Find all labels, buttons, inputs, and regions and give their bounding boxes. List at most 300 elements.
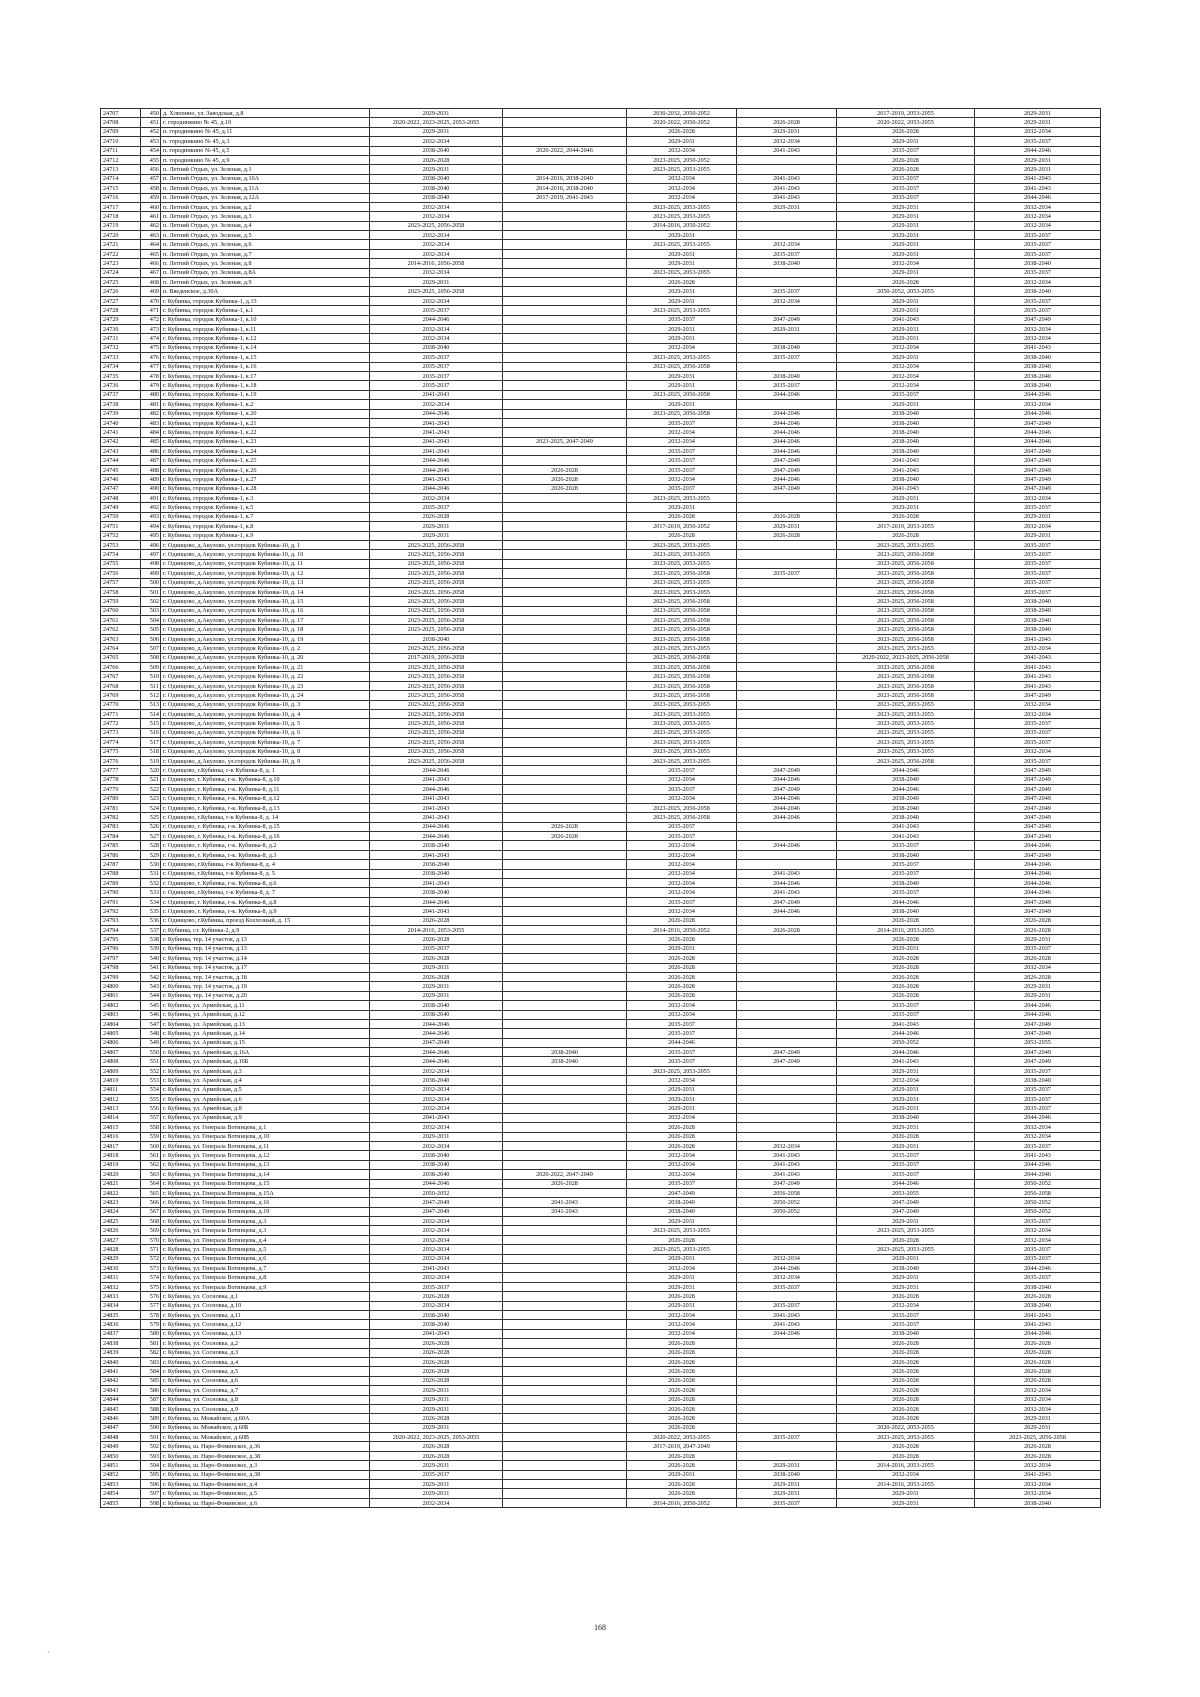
term-col-4-cell: 2035-2037 [737,1433,837,1442]
term-col-2-cell [503,935,627,944]
term-col-2-cell [503,1226,627,1235]
term-col-1-cell: 2041-2043 [370,447,503,456]
row-number-cell: 564 [141,1179,161,1188]
table-row [101,1320,1101,1329]
term-col-5-cell: 2026-2028 [837,1235,975,1244]
term-col-6-cell: 2047-2049 [975,785,1101,794]
record-id-cell: 24762 [101,625,141,634]
table-row [101,155,1101,164]
term-col-3-cell: 2035-2037 [627,1048,737,1057]
record-id-cell: 24755 [101,559,141,568]
row-number-cell: 481 [141,400,161,409]
record-id-cell: 24768 [101,681,141,690]
table-row [101,475,1101,484]
term-col-1-cell: 2023-2025, 2056-2058 [370,700,503,709]
term-col-1-cell: 2026-2028 [370,935,503,944]
term-col-6-cell: 2047-2049 [975,850,1101,859]
term-col-1-cell: 2032-2034 [370,231,503,240]
row-number-cell: 518 [141,747,161,756]
record-id-cell: 24794 [101,925,141,934]
term-col-1-cell: 2023-2025, 2056-2058 [370,540,503,549]
row-number-cell: 515 [141,719,161,728]
record-id-cell: 24798 [101,963,141,972]
term-col-6-cell: 2035-2037 [975,137,1101,146]
record-id-cell: 24735 [101,371,141,380]
table-row [101,1235,1101,1244]
term-col-6-cell: 2035-2037 [975,1245,1101,1254]
table-row [101,1104,1101,1113]
row-number-cell: 593 [141,1451,161,1460]
term-col-5-cell: 2026-2028 [837,991,975,1000]
table-row [101,550,1101,559]
row-number-cell: 545 [141,1001,161,1010]
term-col-4-cell [737,935,837,944]
term-col-4-cell [737,1451,837,1460]
term-col-4-cell [737,710,837,719]
address-cell: г. Кубинка, городок Кубинка-1, к.27 [161,475,370,484]
record-id-cell: 24732 [101,343,141,352]
term-col-2-cell [503,616,627,625]
term-col-6-cell: 2026-2028 [975,1357,1101,1366]
term-col-4-cell: 2032-2034 [737,1141,837,1150]
table-row [101,1357,1101,1366]
record-id-cell: 24738 [101,400,141,409]
record-id-cell: 24837 [101,1329,141,1338]
term-col-4-cell: 2041-2043 [737,869,837,878]
term-col-1-cell: 2029-2031 [370,522,503,531]
term-col-5-cell: 2041-2043 [837,484,975,493]
record-id-cell: 24780 [101,794,141,803]
term-col-3-cell: 2023-2025, 2053-2055 [627,212,737,221]
record-id-cell: 24830 [101,1264,141,1273]
term-col-4-cell [737,1113,837,1122]
row-number-cell: 581 [141,1339,161,1348]
term-col-6-cell: 2038-2040 [975,597,1101,606]
address-cell: г. Кубинка, ул. Генерала Вотинцева, д.3 [161,1226,370,1235]
term-col-5-cell: 2026-2028 [837,155,975,164]
record-id-cell: 24832 [101,1282,141,1291]
term-col-5-cell: 2053-2055 [837,1188,975,1197]
table-row [101,343,1101,352]
term-col-3-cell: 2035-2037 [627,1057,737,1066]
row-number-cell: 456 [141,165,161,174]
term-col-4-cell: 2032-2034 [737,1254,837,1263]
table-row [101,296,1101,305]
term-col-2-cell [503,212,627,221]
table-row [101,803,1101,812]
term-col-4-cell [737,1010,837,1019]
term-col-2-cell: 2014-2016, 2038-2040 [503,174,627,183]
record-id-cell: 24740 [101,418,141,427]
address-cell: г. Одинцово, д.Акулово, ул.городок Кубинка-10, д. 20 [161,653,370,662]
term-col-6-cell: 2047-2049 [975,803,1101,812]
row-number-cell: 578 [141,1311,161,1320]
term-col-3-cell: 2023-2025, 2056-2058 [627,681,737,690]
address-cell: п. Летний Отдых, ул. Зеленая, д.1 [161,165,370,174]
term-col-3-cell: 2023-2025, 2053-2055 [627,240,737,249]
term-col-4-cell [737,165,837,174]
address-cell: г. Кубинка, ул. Генерала Вотинцева, д.1 [161,1123,370,1132]
term-col-6-cell: 2047-2049 [975,447,1101,456]
term-col-1-cell: 2026-2028 [370,972,503,981]
term-col-4-cell [737,616,837,625]
term-col-6-cell: 2044-2046 [975,1329,1101,1338]
term-col-6-cell: 2035-2037 [975,296,1101,305]
address-cell: г. Кубинка, ш. Можайское, д.60Б [161,1423,370,1432]
term-col-3-cell: 2017-2019, 2050-2052 [627,522,737,531]
record-id-cell: 24741 [101,428,141,437]
term-col-2-cell [503,1311,627,1320]
row-number-cell: 462 [141,221,161,230]
term-col-3-cell: 2014-2016, 2050-2052 [627,1498,737,1507]
term-col-3-cell: 2035-2037 [627,315,737,324]
address-cell: г. Одинцово, д.Акулово, ул.городок Кубинка-10, д. 18 [161,625,370,634]
term-col-4-cell [737,663,837,672]
term-col-6-cell: 2047-2049 [975,418,1101,427]
term-col-6-cell: 2032-2034 [975,1235,1101,1244]
term-col-5-cell: 2047-2049 [837,1198,975,1207]
table-row [101,1123,1101,1132]
term-col-4-cell [737,503,837,512]
term-col-1-cell: 2038-2040 [370,1320,503,1329]
term-col-1-cell: 2029-2031 [370,963,503,972]
record-id-cell: 24743 [101,447,141,456]
term-col-1-cell: 2041-2043 [370,390,503,399]
term-col-6-cell: 2032-2034 [975,644,1101,653]
address-cell: г. Кубинка, городок Кубинка-1, к.20 [161,409,370,418]
term-col-3-cell: 2029-2031 [627,1254,737,1263]
term-col-4-cell [737,972,837,981]
term-col-2-cell [503,1320,627,1329]
term-col-3-cell: 2026-2028 [627,1423,737,1432]
record-id-cell: 24810 [101,1076,141,1085]
term-col-3-cell: 2026-2028 [627,278,737,287]
term-col-4-cell: 2026-2028 [737,118,837,127]
row-number-cell: 542 [141,972,161,981]
term-col-5-cell: 2014-2016, 2053-2055 [837,1461,975,1470]
table-row [101,249,1101,258]
row-number-cell: 539 [141,944,161,953]
term-col-1-cell: 2026-2028 [370,1367,503,1376]
address-cell: г. Одинцово, г. Кубинка, г-к. Кубинка-8, д.9 [161,907,370,916]
address-cell: г. Кубинка, городок Кубинка-1, к.2 [161,400,370,409]
term-col-5-cell: 2038-2040 [837,1113,975,1122]
term-col-1-cell: 2032-2034 [370,1226,503,1235]
term-col-5-cell: 2026-2028 [837,1376,975,1385]
term-col-3-cell: 2026-2028 [627,531,737,540]
term-col-2-cell [503,118,627,127]
term-col-4-cell: 2035-2037 [737,287,837,296]
row-number-cell: 573 [141,1264,161,1273]
term-col-3-cell: 2035-2037 [627,766,737,775]
term-col-3-cell: 2023-2025, 2056-2058 [627,672,737,681]
table-row [101,569,1101,578]
term-col-1-cell: 2032-2034 [370,324,503,333]
address-cell: г. Одинцово, д.Акулово, ул.городок Кубинка-10, д. 19 [161,634,370,643]
term-col-4-cell [737,625,837,634]
term-col-5-cell: 2029-2031 [837,1273,975,1282]
term-col-1-cell: 2029-2031 [370,1489,503,1498]
term-col-2-cell [503,137,627,146]
term-col-5-cell: 2026-2028 [837,127,975,136]
term-col-4-cell [737,1404,837,1413]
table-row [101,850,1101,859]
record-id-cell: 24790 [101,888,141,897]
term-col-1-cell: 2029-2031 [370,278,503,287]
term-col-5-cell: 2044-2046 [837,766,975,775]
table-row [101,1480,1101,1489]
row-number-cell: 494 [141,522,161,531]
record-id-cell: 24761 [101,616,141,625]
term-col-4-cell [737,1423,837,1432]
table-row [101,738,1101,747]
term-col-2-cell [503,1217,627,1226]
address-cell: г. Кубинка, ул. Генерала Вотинцева, д.13 [161,1160,370,1169]
record-id-cell: 24783 [101,822,141,831]
row-number-cell: 563 [141,1170,161,1179]
term-col-4-cell: 2044-2046 [737,437,837,446]
record-id-cell: 24814 [101,1113,141,1122]
address-cell: г. Одинцово, г. Кубинка, г-к. Кубинка-8, д.13 [161,803,370,812]
term-col-4-cell: 2029-2031 [737,1480,837,1489]
record-id-cell: 24746 [101,475,141,484]
table-row [101,597,1101,606]
term-col-3-cell: 2023-2025, 2056-2058 [627,691,737,700]
record-id-cell: 24718 [101,212,141,221]
term-col-5-cell: 2017-2019, 2053-2055 [837,522,975,531]
term-col-5-cell: 2023-2025, 2056-2058 [837,625,975,634]
term-col-2-cell [503,1001,627,1010]
term-col-4-cell [737,1357,837,1366]
term-col-6-cell: 2032-2034 [975,522,1101,531]
row-number-cell: 569 [141,1226,161,1235]
table-row [101,1066,1101,1075]
table-row [101,503,1101,512]
address-cell: п. Летний Отдых, ул. Зеленая, д.11А [161,184,370,193]
address-cell: г. Кубинка, ул. Сосновка, д.5 [161,1367,370,1376]
term-col-6-cell: 2041-2043 [975,174,1101,183]
record-id-cell: 24772 [101,719,141,728]
term-col-2-cell [503,879,627,888]
address-cell: г. Кубинка, ул. Сосновка, д.11 [161,1311,370,1320]
term-col-5-cell: 2026-2028 [837,1132,975,1141]
term-col-1-cell: 2038-2040 [370,193,503,202]
row-number-cell: 480 [141,390,161,399]
address-cell: п. Летний Отдых, ул. Зеленая, д.12А [161,193,370,202]
term-col-4-cell: 2041-2043 [737,174,837,183]
term-col-1-cell: 2044-2046 [370,897,503,906]
address-cell: г. Кубинка, городок Кубинка-1, к.21 [161,418,370,427]
term-col-4-cell [737,306,837,315]
table-row [101,1217,1101,1226]
term-col-5-cell: 2041-2043 [837,465,975,474]
term-col-2-cell [503,860,627,869]
term-col-1-cell: 2035-2037 [370,306,503,315]
term-col-1-cell: 2041-2043 [370,1264,503,1273]
term-col-4-cell [737,400,837,409]
term-col-4-cell: 2050-2052 [737,1207,837,1216]
term-col-1-cell: 2038-2040 [370,634,503,643]
term-col-1-cell: 2044-2046 [370,1048,503,1057]
row-number-cell: 467 [141,268,161,277]
table-row [101,672,1101,681]
table-row [101,644,1101,653]
address-cell: п. Летний Отдых, ул. Зеленая, д.10А [161,174,370,183]
row-number-cell: 478 [141,371,161,380]
term-col-2-cell [503,1235,627,1244]
table-row [101,371,1101,380]
address-cell: г. Одинцово, д.Акулово, ул.городок Кубинка-10, д. 9 [161,756,370,765]
term-col-3-cell: 2032-2034 [627,428,737,437]
term-col-1-cell: 2032-2034 [370,202,503,211]
record-id-cell: 24807 [101,1048,141,1057]
table-row [101,1311,1101,1320]
term-col-3-cell: 2026-2028 [627,1339,737,1348]
term-col-1-cell: 2035-2037 [370,353,503,362]
term-col-5-cell: 2023-2025, 2053-2055 [837,540,975,549]
term-col-3-cell: 2032-2034 [627,1160,737,1169]
table-row [101,1245,1101,1254]
term-col-3-cell: 2029-2031 [627,1470,737,1479]
term-col-5-cell: 2029-2031 [837,306,975,315]
row-number-cell: 570 [141,1235,161,1244]
term-col-4-cell [737,963,837,972]
row-number-cell: 557 [141,1113,161,1122]
row-number-cell: 495 [141,531,161,540]
table-row [101,1019,1101,1028]
term-col-2-cell [503,766,627,775]
table-row [101,231,1101,240]
table-row [101,944,1101,953]
table-row [101,118,1101,127]
record-id-cell: 24734 [101,362,141,371]
term-col-1-cell: 2032-2034 [370,1301,503,1310]
address-cell: п. городинкино № 45, д.11 [161,127,370,136]
term-col-4-cell [737,1123,837,1132]
term-col-5-cell: 2032-2034 [837,1301,975,1310]
term-col-3-cell: 2026-2028 [627,935,737,944]
term-col-6-cell: 2044-2046 [975,1170,1101,1179]
term-col-2-cell [503,1339,627,1348]
term-col-2-cell [503,672,627,681]
term-col-1-cell: 2041-2043 [370,803,503,812]
term-col-5-cell: 2014-2016, 2053-2055 [837,925,975,934]
address-cell: г. Одинцово, д.Акулово, ул.городок Кубинка-10, д. 12 [161,569,370,578]
term-col-4-cell [737,691,837,700]
term-col-1-cell: 2041-2043 [370,850,503,859]
term-col-5-cell: 2026-2028 [837,1386,975,1395]
term-col-1-cell: 2023-2025, 2056-2058 [370,719,503,728]
term-col-5-cell: 2023-2025, 2053-2055 [837,747,975,756]
term-col-3-cell: 2014-2016, 2050-2052 [627,925,737,934]
table-row [101,1113,1101,1122]
table-row [101,747,1101,756]
term-col-1-cell: 2029-2031 [370,531,503,540]
term-col-4-cell: 2026-2028 [737,925,837,934]
address-cell: г. Одинцово, д.Акулово, ул.городок Кубинка-10, д. 24 [161,691,370,700]
table-row [101,146,1101,155]
term-col-6-cell: 2041-2043 [975,681,1101,690]
term-col-4-cell [737,1376,837,1385]
term-col-5-cell: 2029-2031 [837,944,975,953]
term-col-5-cell: 2035-2037 [837,869,975,878]
term-col-4-cell: 2041-2043 [737,1311,837,1320]
address-cell: г. Кубинка, ул. Сосновка, д.2 [161,1339,370,1348]
term-col-6-cell: 2032-2034 [975,700,1101,709]
row-number-cell: 536 [141,916,161,925]
row-number-cell: 530 [141,860,161,869]
term-col-6-cell: 2035-2037 [975,231,1101,240]
table-row [101,268,1101,277]
table-row [101,1329,1101,1338]
term-col-4-cell [737,1348,837,1357]
row-number-cell: 507 [141,644,161,653]
row-number-cell: 458 [141,184,161,193]
address-cell: г. Кубинка, городок Кубинка-1, к.3 [161,494,370,503]
row-number-cell: 589 [141,1414,161,1423]
term-col-2-cell [503,155,627,164]
term-col-3-cell: 2023-2025, 2053-2055 [627,719,737,728]
term-col-6-cell: 2038-2040 [975,1282,1101,1291]
address-cell: г. Кубинка, ул. Генерала Вотинцева, д.11 [161,1141,370,1150]
term-col-1-cell: 2038-2040 [370,146,503,155]
term-col-3-cell: 2023-2025, 2056-2058 [627,634,737,643]
term-col-5-cell: 2038-2040 [837,813,975,822]
term-col-2-cell [503,1489,627,1498]
term-col-2-cell [503,1085,627,1094]
term-col-4-cell [737,1395,837,1404]
term-col-5-cell: 2035-2037 [837,841,975,850]
address-cell: г. Одинцово, д.Акулово, ул.городок Кубинка-10, д. 17 [161,616,370,625]
term-col-6-cell: 2032-2034 [975,1123,1101,1132]
address-cell: п. Летний Отдых, ул. Зеленая, д.8А [161,268,370,277]
table-row [101,719,1101,728]
term-col-2-cell: 2026-2028 [503,822,627,831]
address-cell: г. Одинцово, г.Кубинка, г-к Кубинка-8, д. 4 [161,860,370,869]
record-id-cell: 24775 [101,747,141,756]
table-row [101,1386,1101,1395]
term-col-4-cell [737,587,837,596]
address-cell: г. Кубинка, городок Кубинка-1, к.8 [161,522,370,531]
term-col-3-cell: 2026-2028 [627,1348,737,1357]
term-col-2-cell [503,249,627,258]
address-cell: п. Введенское, д.30А [161,287,370,296]
term-col-6-cell: 2032-2034 [975,334,1101,343]
term-col-2-cell [503,1442,627,1451]
address-cell: г. Кубинка, ул. Генерала Вотинцева, д.4 [161,1235,370,1244]
term-col-4-cell [737,540,837,549]
term-col-6-cell: 2035-2037 [975,540,1101,549]
term-col-3-cell: 2032-2034 [627,193,737,202]
term-col-4-cell [737,1132,837,1141]
term-col-5-cell: 2029-2031 [837,240,975,249]
row-number-cell: 512 [141,691,161,700]
term-col-6-cell: 2026-2028 [975,1348,1101,1357]
term-col-2-cell: 2026-2028 [503,832,627,841]
row-number-cell: 482 [141,409,161,418]
address-cell: г. Одинцово, г.Кубинка, г-к Кубинка-8, д. 1 [161,766,370,775]
term-col-4-cell: 2041-2043 [737,1151,837,1160]
term-col-4-cell: 2029-2031 [737,522,837,531]
term-col-1-cell: 2023-2025, 2056-2058 [370,559,503,568]
row-number-cell: 463 [141,231,161,240]
term-col-5-cell: 2026-2028 [837,1367,975,1376]
table-row [101,1179,1101,1188]
term-col-2-cell [503,259,627,268]
term-col-4-cell: 2041-2043 [737,184,837,193]
term-col-2-cell [503,1029,627,1038]
address-cell: г. Кубинка, городок Кубинка-1, к.15 [161,353,370,362]
